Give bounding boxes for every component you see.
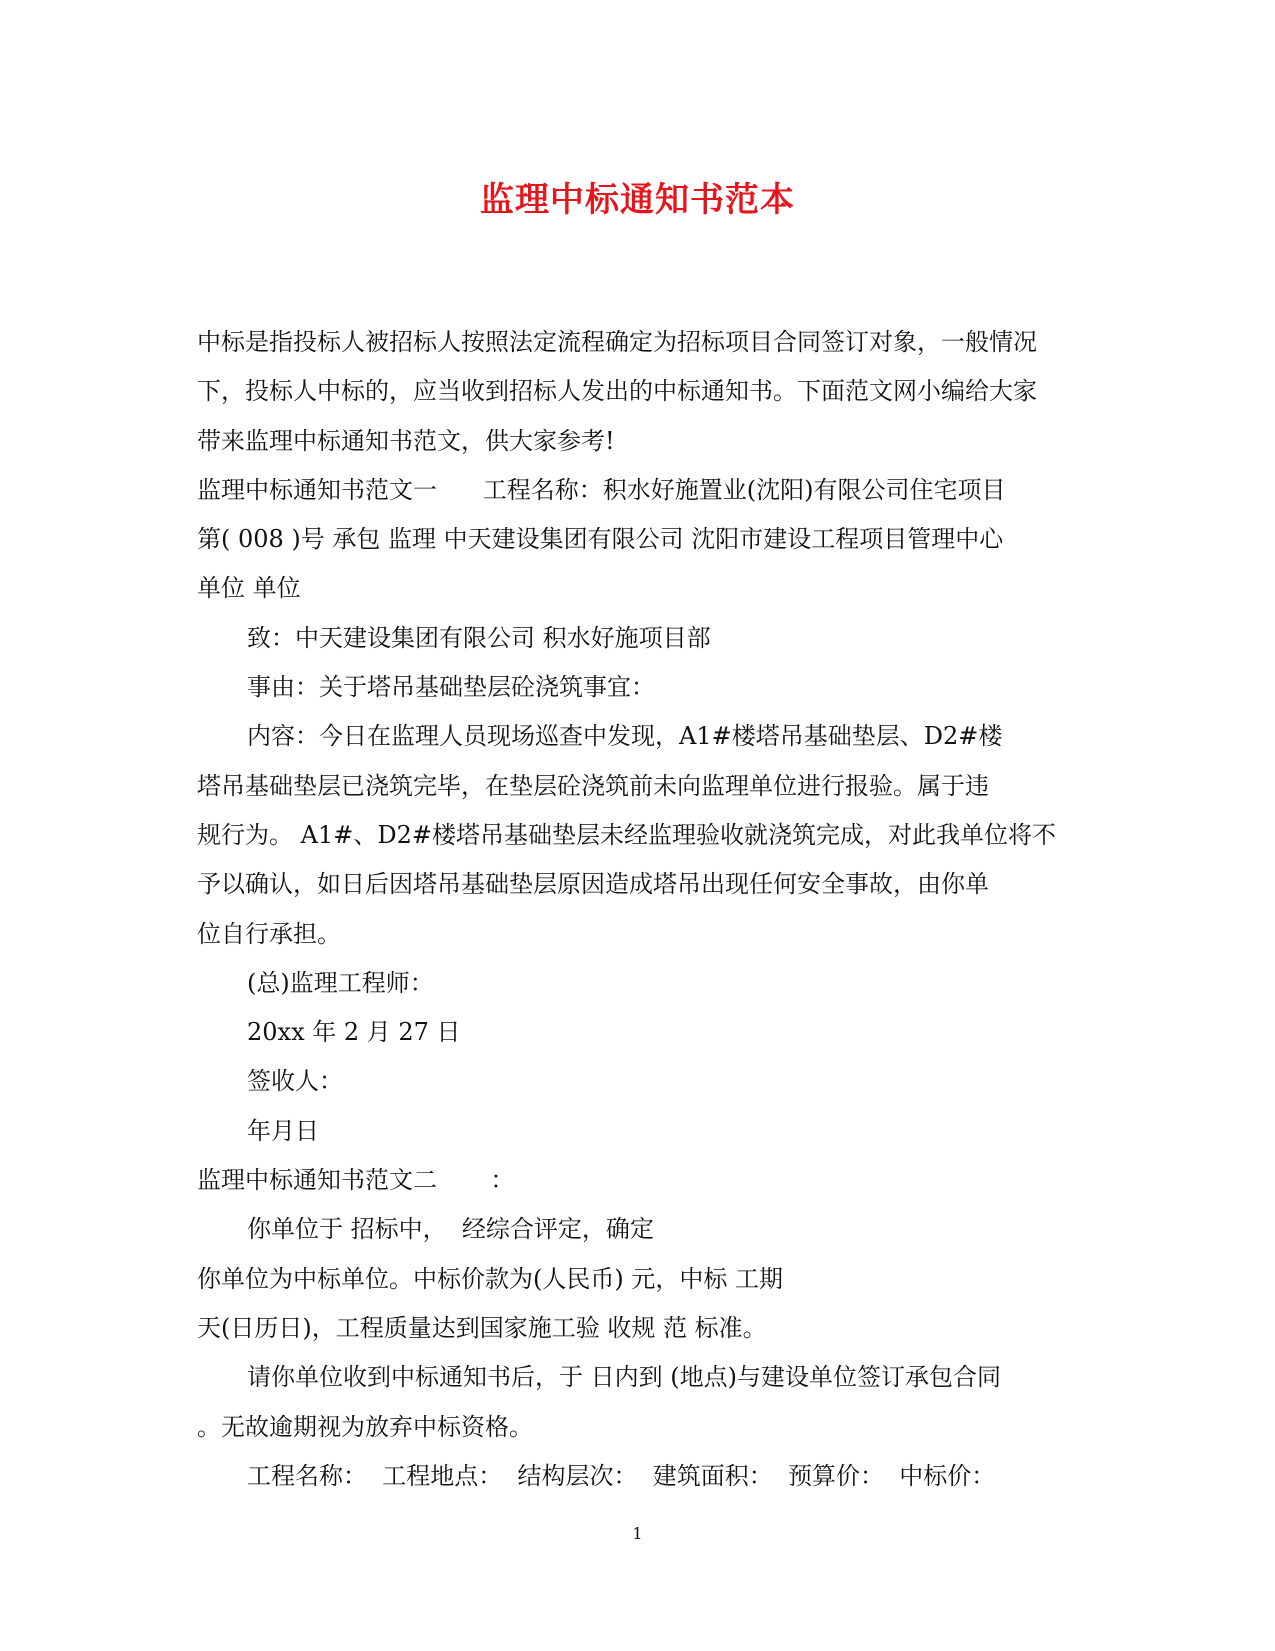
body-line: 塔吊基础垫层已浇筑完毕，在垫层砼浇筑前未向监理单位进行报验。属于违 <box>197 771 989 800</box>
body-line: 予以确认，如日后因塔吊基础垫层原因造成塔吊出现任何安全事故，由你单 <box>197 870 989 899</box>
body-line: 工程名称： 工程地点： 结构层次： 建筑面积： 预算价： 中标价： <box>247 1461 996 1490</box>
body-line: 内容：今日在监理人员现场巡查中发现，A1#楼塔吊基础垫层、D2#楼 <box>247 722 1003 751</box>
body-line: 请你单位收到中标通知书后，于 日内到 (地点)与建设单位签订承包合同 <box>247 1363 1001 1392</box>
page-number: 1 <box>632 1524 643 1543</box>
body-line: 监理中标通知书范文二 ： <box>197 1166 515 1195</box>
body-line: 中标是指投标人被招标人按照法定流程确定为招标项目合同签订对象，一般情况 <box>197 328 1037 356</box>
body-line: 规行为。 A1#、D2#楼塔吊基础垫层未经监理验收就浇筑完成，对此我单位将不 <box>197 820 1056 849</box>
body-line: 位自行承担。 <box>197 919 341 948</box>
body-line: 你单位为中标单位。中标价款为(人民币) 元，中标 工期 <box>197 1264 783 1293</box>
body-line: 致：中天建设集团有限公司 积水好施项目部 <box>247 623 711 652</box>
body-line: 。无故逾期视为放弃中标资格。 <box>197 1412 533 1441</box>
body-line: 下，投标人中标的，应当收到招标人发出的中标通知书。下面范文网小编给大家 <box>197 377 1037 406</box>
body-line: 20xx 年 2 月 27 日 <box>247 1018 461 1047</box>
body-line: 事由：关于塔吊基础垫层砼浇筑事宜： <box>247 673 655 702</box>
document-title: 监理中标通知书范本 <box>480 180 795 220</box>
body-line: 单位 单位 <box>197 574 301 603</box>
document-body <box>197 318 1097 1501</box>
body-line: 年月日 <box>247 1116 319 1145</box>
body-line: 签收人： <box>247 1067 343 1096</box>
body-line: 天(日历日)，工程质量达到国家施工验 收规 范 标准。 <box>197 1313 767 1342</box>
body-line: 第( 008 )号 承包 监理 中天建设集团有限公司 沈阳市建设工程项目管理中心 <box>197 525 1004 554</box>
body-line: 你单位于 招标中， 经综合评定，确定 <box>247 1215 654 1244</box>
body-line: 监理中标通知书范文一 工程名称：积水好施置业(沈阳)有限公司住宅项目 <box>197 475 1006 504</box>
body-line: (总)监理工程师： <box>247 968 434 997</box>
body-line: 带来监理中标通知书范文，供大家参考! <box>197 426 615 455</box>
